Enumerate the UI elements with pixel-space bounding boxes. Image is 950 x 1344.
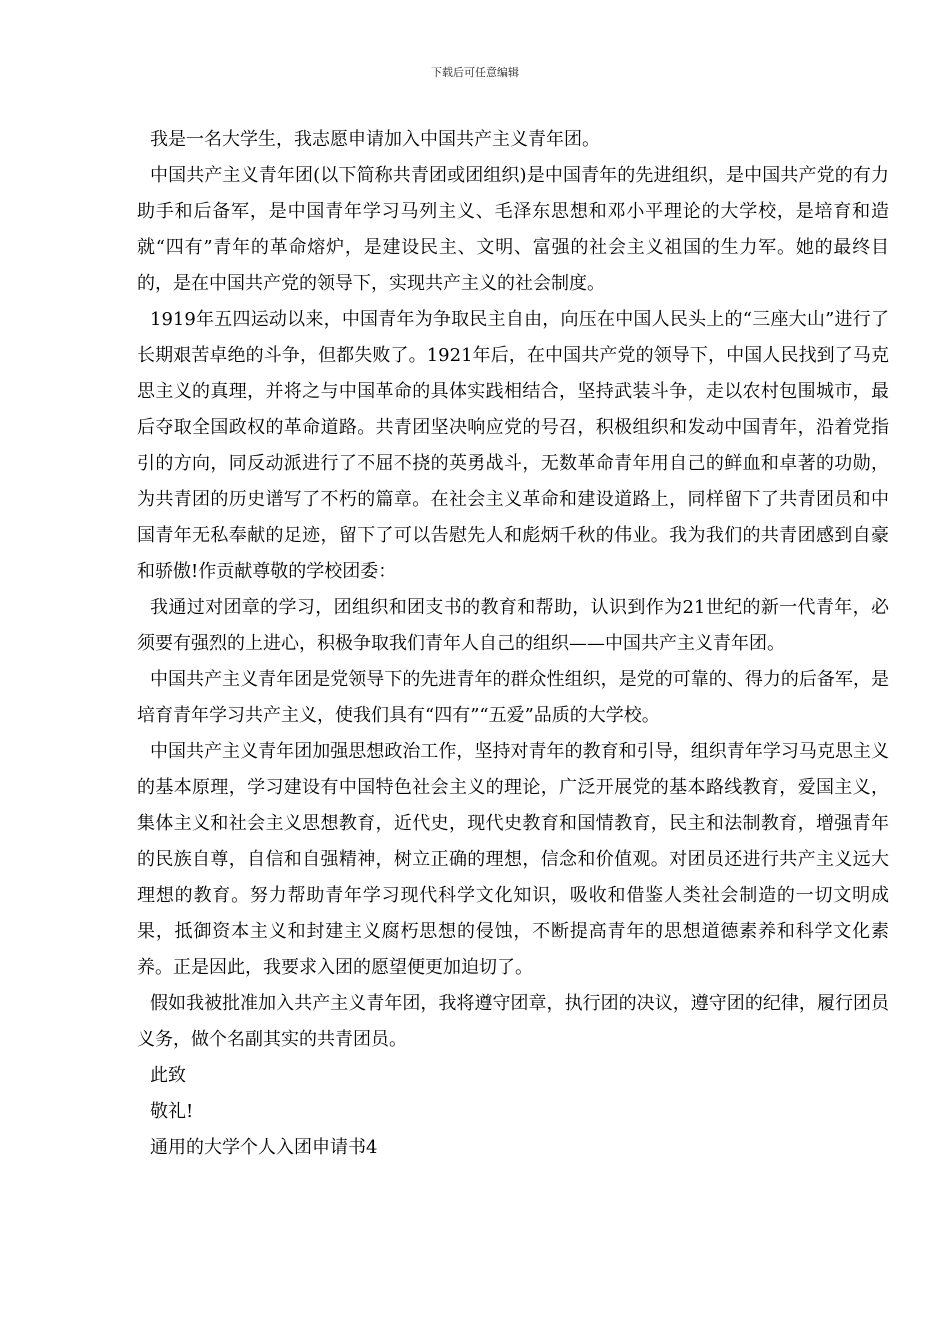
paragraph-league-definition: 中国共产主义青年团(以下简称共青团或团组织)是中国青年的先进组织，是中国共产党的有力助手和后备军，是中国青年学习马列主义、毛泽东思想和邓小平理论的大学校，是培育和造就“四有”青年的革命熔炉，是建设民主、文明、富强的社会主义祖国的生力军。她的最终目的，是在中国共产党的领导下，实现共产主义的社会制度。 xyxy=(137,165,889,294)
paragraph-history: 1919年五四运动以来，中国青年为争取民主自由，向压在中国人民头上的“三座大山”进行了长期艰苦卓绝的斗争，但都失败了。1921年后，在中国共产党的领导下，中国人民找到了马克思主义的真理，并将之与中国革命的具体实践相结合，坚持武装斗争，走以农村包围城市，最后夺取全国政权的革命道路。共青团坚决响应党的号召，积极组织和发动中国青年，沿着党指引的方向，同反动派进行了不屈不挠的英勇战斗，无数革命青年用自己的鲜血和卓著的功勋，为共青团的历史谱写了不朽的篇章。在社会主义革命和建设道路上，同样留下了共青团员和中国青年无私奉献的足迹，留下了可以告慰先人和彪炳千秋的伟业。我为我们的共青团感到自豪和骄傲!作贡献尊敬的学校团委： xyxy=(137,309,889,582)
closing-salutation: 此致 xyxy=(150,1065,186,1086)
paragraph-pledge: 假如我被批准加入共产主义青年团，我将遵守团章，执行团的决议，遵守团的纪律，履行团员义务，做个名副其实的共青团员。 xyxy=(137,993,889,1050)
paragraph-organization: 中国共产主义青年团是党领导下的先进青年的群众性组织，是党的可靠的、得力的后备军，是培育青年学习共产主义，使我们具有“四有”“五爱”品质的大学校。 xyxy=(137,669,889,726)
page-header: 下载后可任意编辑 xyxy=(431,66,519,79)
paragraph-education: 中国共产主义青年团加强思想政治工作，坚持对青年的教育和引导，组织青年学习马克思主义的基本原理，学习建设有中国特色社会主义的理论，广泛开展党的基本路线教育，爱国主义，集体主义和社会主义思想教育，近代史，现代史教育和国情教育，民主和法制教育，增强青年的民族自尊，自信和自强精神，树立正确的理想，信念和价值观。对团员还进行共产主义远大理想的教育。努力帮助青年学习现代科学文化知识，吸收和借鉴人类社会制造的一切文明成果，抵御资本主义和封建主义腐朽思想的侵蚀，不断提高青年的思想道德素养和科学文化素养。正是因此，我要求入团的愿望便更加迫切了。 xyxy=(137,741,889,978)
paragraph-intro: 我是一名大学生，我志愿申请加入中国共产主义青年团。 xyxy=(150,129,600,150)
closing-regards: 敬礼! xyxy=(150,1101,194,1122)
document-body xyxy=(137,122,889,1166)
next-section-title: 通用的大学个人入团申请书4 xyxy=(150,1137,378,1158)
paragraph-study: 我通过对团章的学习，团组织和团支书的教育和帮助，认识到作为21世纪的新一代青年，必须要有强烈的上进心，积极争取我们青年人自己的组织——中国共产主义青年团。 xyxy=(137,597,889,654)
